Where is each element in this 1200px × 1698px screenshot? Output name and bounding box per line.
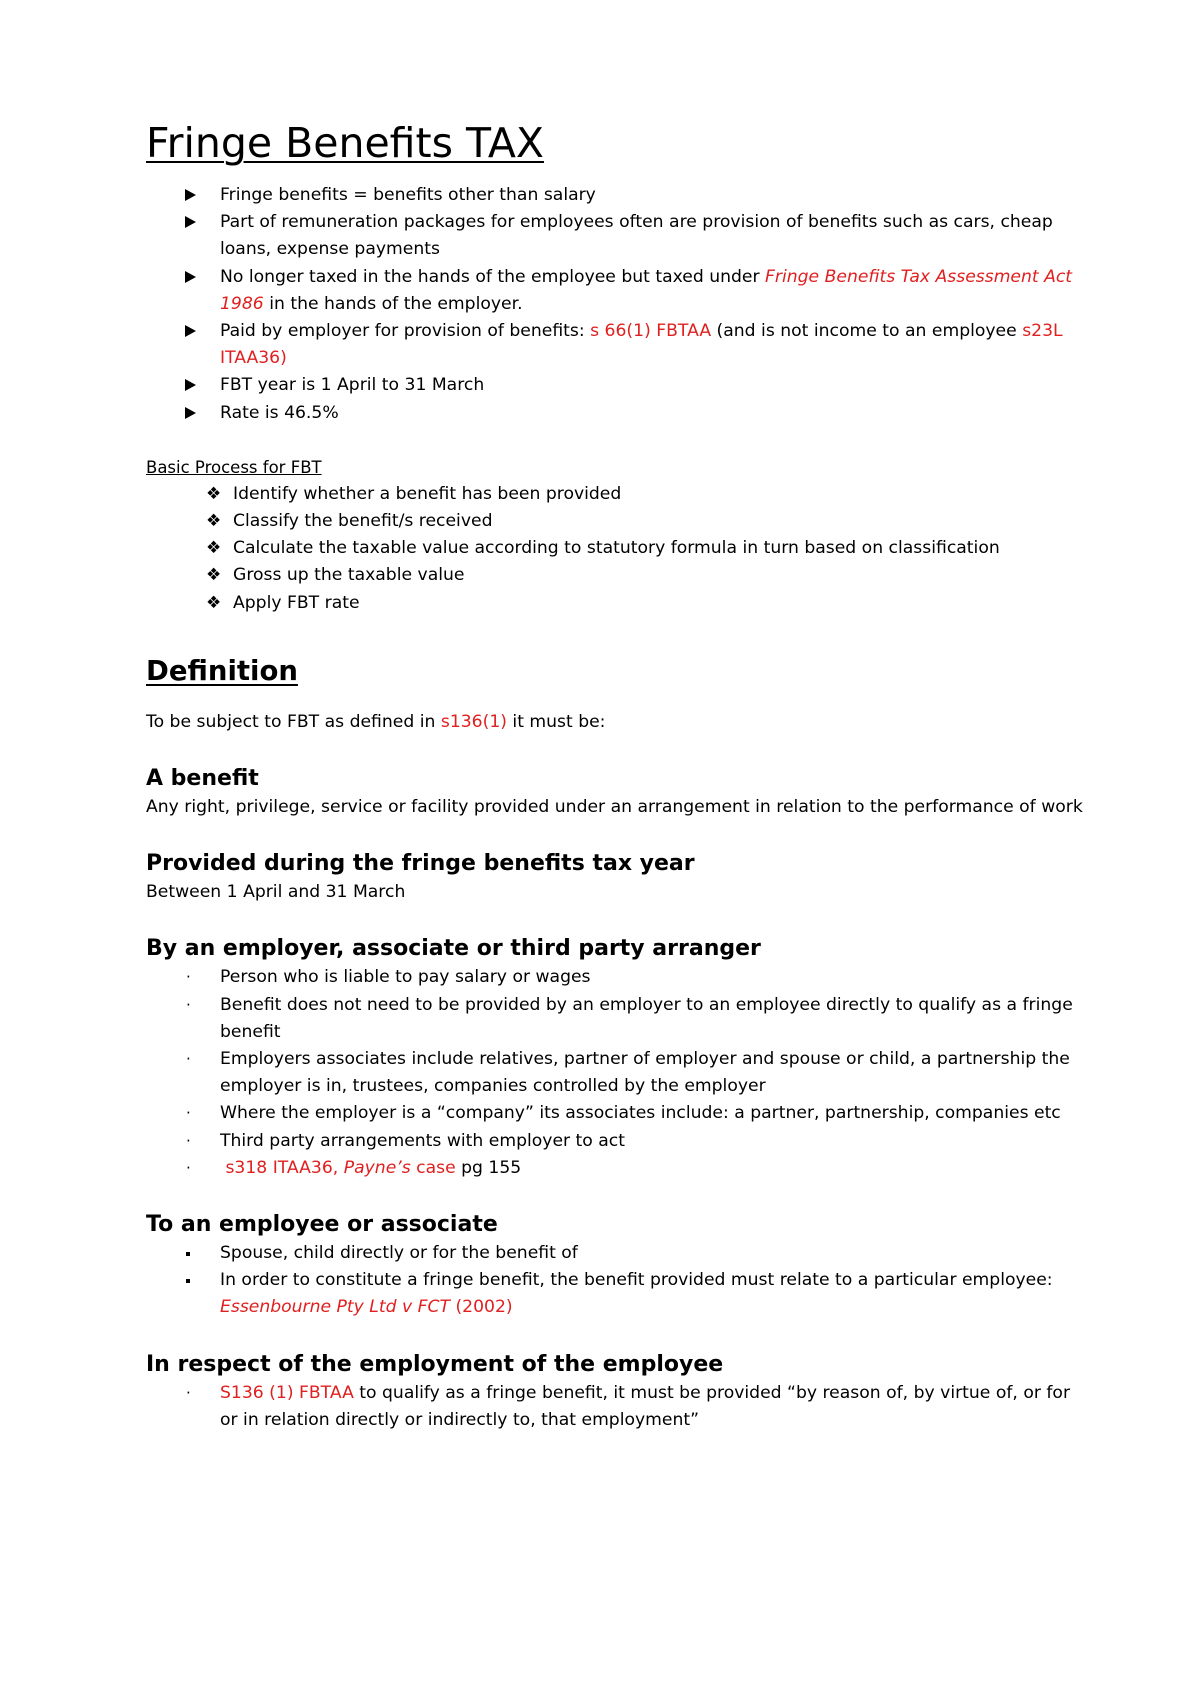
section-reference: s 66(1) FBTAA [590, 321, 712, 342]
diamond-bullet-icon: ❖ [206, 538, 222, 559]
provided-heading: Provided during the fringe benefits tax year [146, 851, 695, 877]
list-item: ❖ Calculate the taxable value according to statutory formula in turn based on classification [146, 535, 1086, 562]
list-item: Paid by employer for provision of benefits: s 66(1) FBTAA (and is not income to an employee s23L ITAA36) [146, 318, 1086, 372]
list-item: Part of remuneration packages for employees often are provision of benefits such as cars, cheap loans, expense payments [146, 209, 1086, 263]
list-item: Spouse, child directly or for the benefit of [146, 1240, 1086, 1267]
arrow-bullet-icon [185, 379, 196, 391]
list-item: ❖ Gross up the taxable value [146, 562, 1086, 589]
square-bullet-icon [186, 1279, 190, 1283]
list-item: In order to constitute a fringe benefit, the benefit provided must relate to a particular employee: Essenbourne Pty Ltd v FCT (2002) [146, 1267, 1086, 1321]
list-item: Fringe benefits = benefits other than salary [146, 182, 1086, 209]
employer-list [146, 964, 1086, 1182]
list-item: · Benefit does not need to be provided by an employer to an employee directly to qualify as a fringe benefit [146, 992, 1086, 1046]
arrow-bullet-icon [185, 407, 196, 419]
list-item: · S136 (1) FBTAA to qualify as a fringe benefit, it must be provided “by reason of, by virtue of, or for or in relation directly or indirectly to, that employment” [146, 1380, 1086, 1434]
dot-bullet-icon: · [186, 1131, 191, 1150]
employee-heading: To an employee or associate [146, 1212, 498, 1238]
list-item: Rate is 46.5% [146, 400, 1086, 427]
document-content [146, 118, 1086, 1434]
benefit-text: Any right, privilege, service or facility provided under an arrangement in relation to the performance of work [146, 797, 1083, 818]
arrow-bullet-icon [185, 325, 196, 337]
dot-bullet-icon: · [186, 1158, 191, 1177]
basic-process-label: Basic Process for FBT [146, 457, 322, 477]
dot-bullet-icon: · [186, 968, 191, 987]
process-step-list [146, 481, 1086, 617]
diamond-bullet-icon: ❖ [206, 511, 222, 532]
diamond-bullet-icon: ❖ [206, 483, 222, 504]
intro-bullet-list [146, 182, 1086, 427]
employer-heading: By an employer, associate or third party arranger [146, 936, 761, 962]
dot-bullet-icon: · [186, 1104, 191, 1123]
definition-heading: Definition [146, 654, 298, 687]
list-item: ❖ Apply FBT rate [146, 590, 1086, 617]
employee-list [146, 1240, 1086, 1322]
diamond-bullet-icon: ❖ [206, 565, 222, 586]
arrow-bullet-icon [185, 189, 196, 201]
list-item: No longer taxed in the hands of the employee but taxed under Fringe Benefits Tax Assessment Act 1986 in the hands of the employer. [146, 264, 1086, 318]
list-item: ❖ Identify whether a benefit has been provided [146, 481, 1086, 508]
dot-bullet-icon: · [186, 995, 191, 1014]
list-item: · Where the employer is a “company” its associates include: a partner, partnership, companies etc [146, 1100, 1086, 1127]
act-reference: Fringe Benefits Tax Assessment Act 1986 [220, 266, 1073, 314]
list-item: · Third party arrangements with employer to act [146, 1128, 1086, 1155]
page-title: Fringe Benefits TAX [146, 119, 544, 167]
list-item: FBT year is 1 April to 31 March [146, 372, 1086, 399]
list-item: · Employers associates include relatives, partner of employer and spouse or child, a partnership the employer is in, trustees, companies controlled by the employer [146, 1046, 1086, 1100]
arrow-bullet-icon [185, 271, 196, 283]
respect-list [146, 1380, 1086, 1434]
section-reference: S136 (1) FBTAA [220, 1382, 354, 1403]
arrow-bullet-icon [185, 216, 196, 228]
list-item: · s318 ITAA36, Payne’s case pg 155 [146, 1155, 1086, 1182]
case-reference: Essenbourne Pty Ltd v FCT [220, 1297, 451, 1318]
benefit-heading: A benefit [146, 766, 259, 792]
section-reference: s23L ITAA36) [220, 321, 1063, 369]
definition-intro: To be subject to FBT as defined in s136(1) it must be: [146, 711, 606, 732]
list-item: ❖ Classify the benefit/s received [146, 508, 1086, 535]
section-reference: s136(1) [440, 711, 507, 732]
case-reference: Payne’s [343, 1157, 411, 1178]
provided-text: Between 1 April and 31 March [146, 882, 406, 903]
diamond-bullet-icon: ❖ [206, 592, 222, 613]
respect-heading: In respect of the employment of the employee [146, 1351, 724, 1377]
section-reference: s318 ITAA36, [225, 1157, 339, 1178]
dot-bullet-icon: · [186, 1050, 191, 1069]
list-item: · Person who is liable to pay salary or wages [146, 964, 1086, 991]
square-bullet-icon [186, 1252, 190, 1256]
dot-bullet-icon: · [186, 1383, 191, 1402]
